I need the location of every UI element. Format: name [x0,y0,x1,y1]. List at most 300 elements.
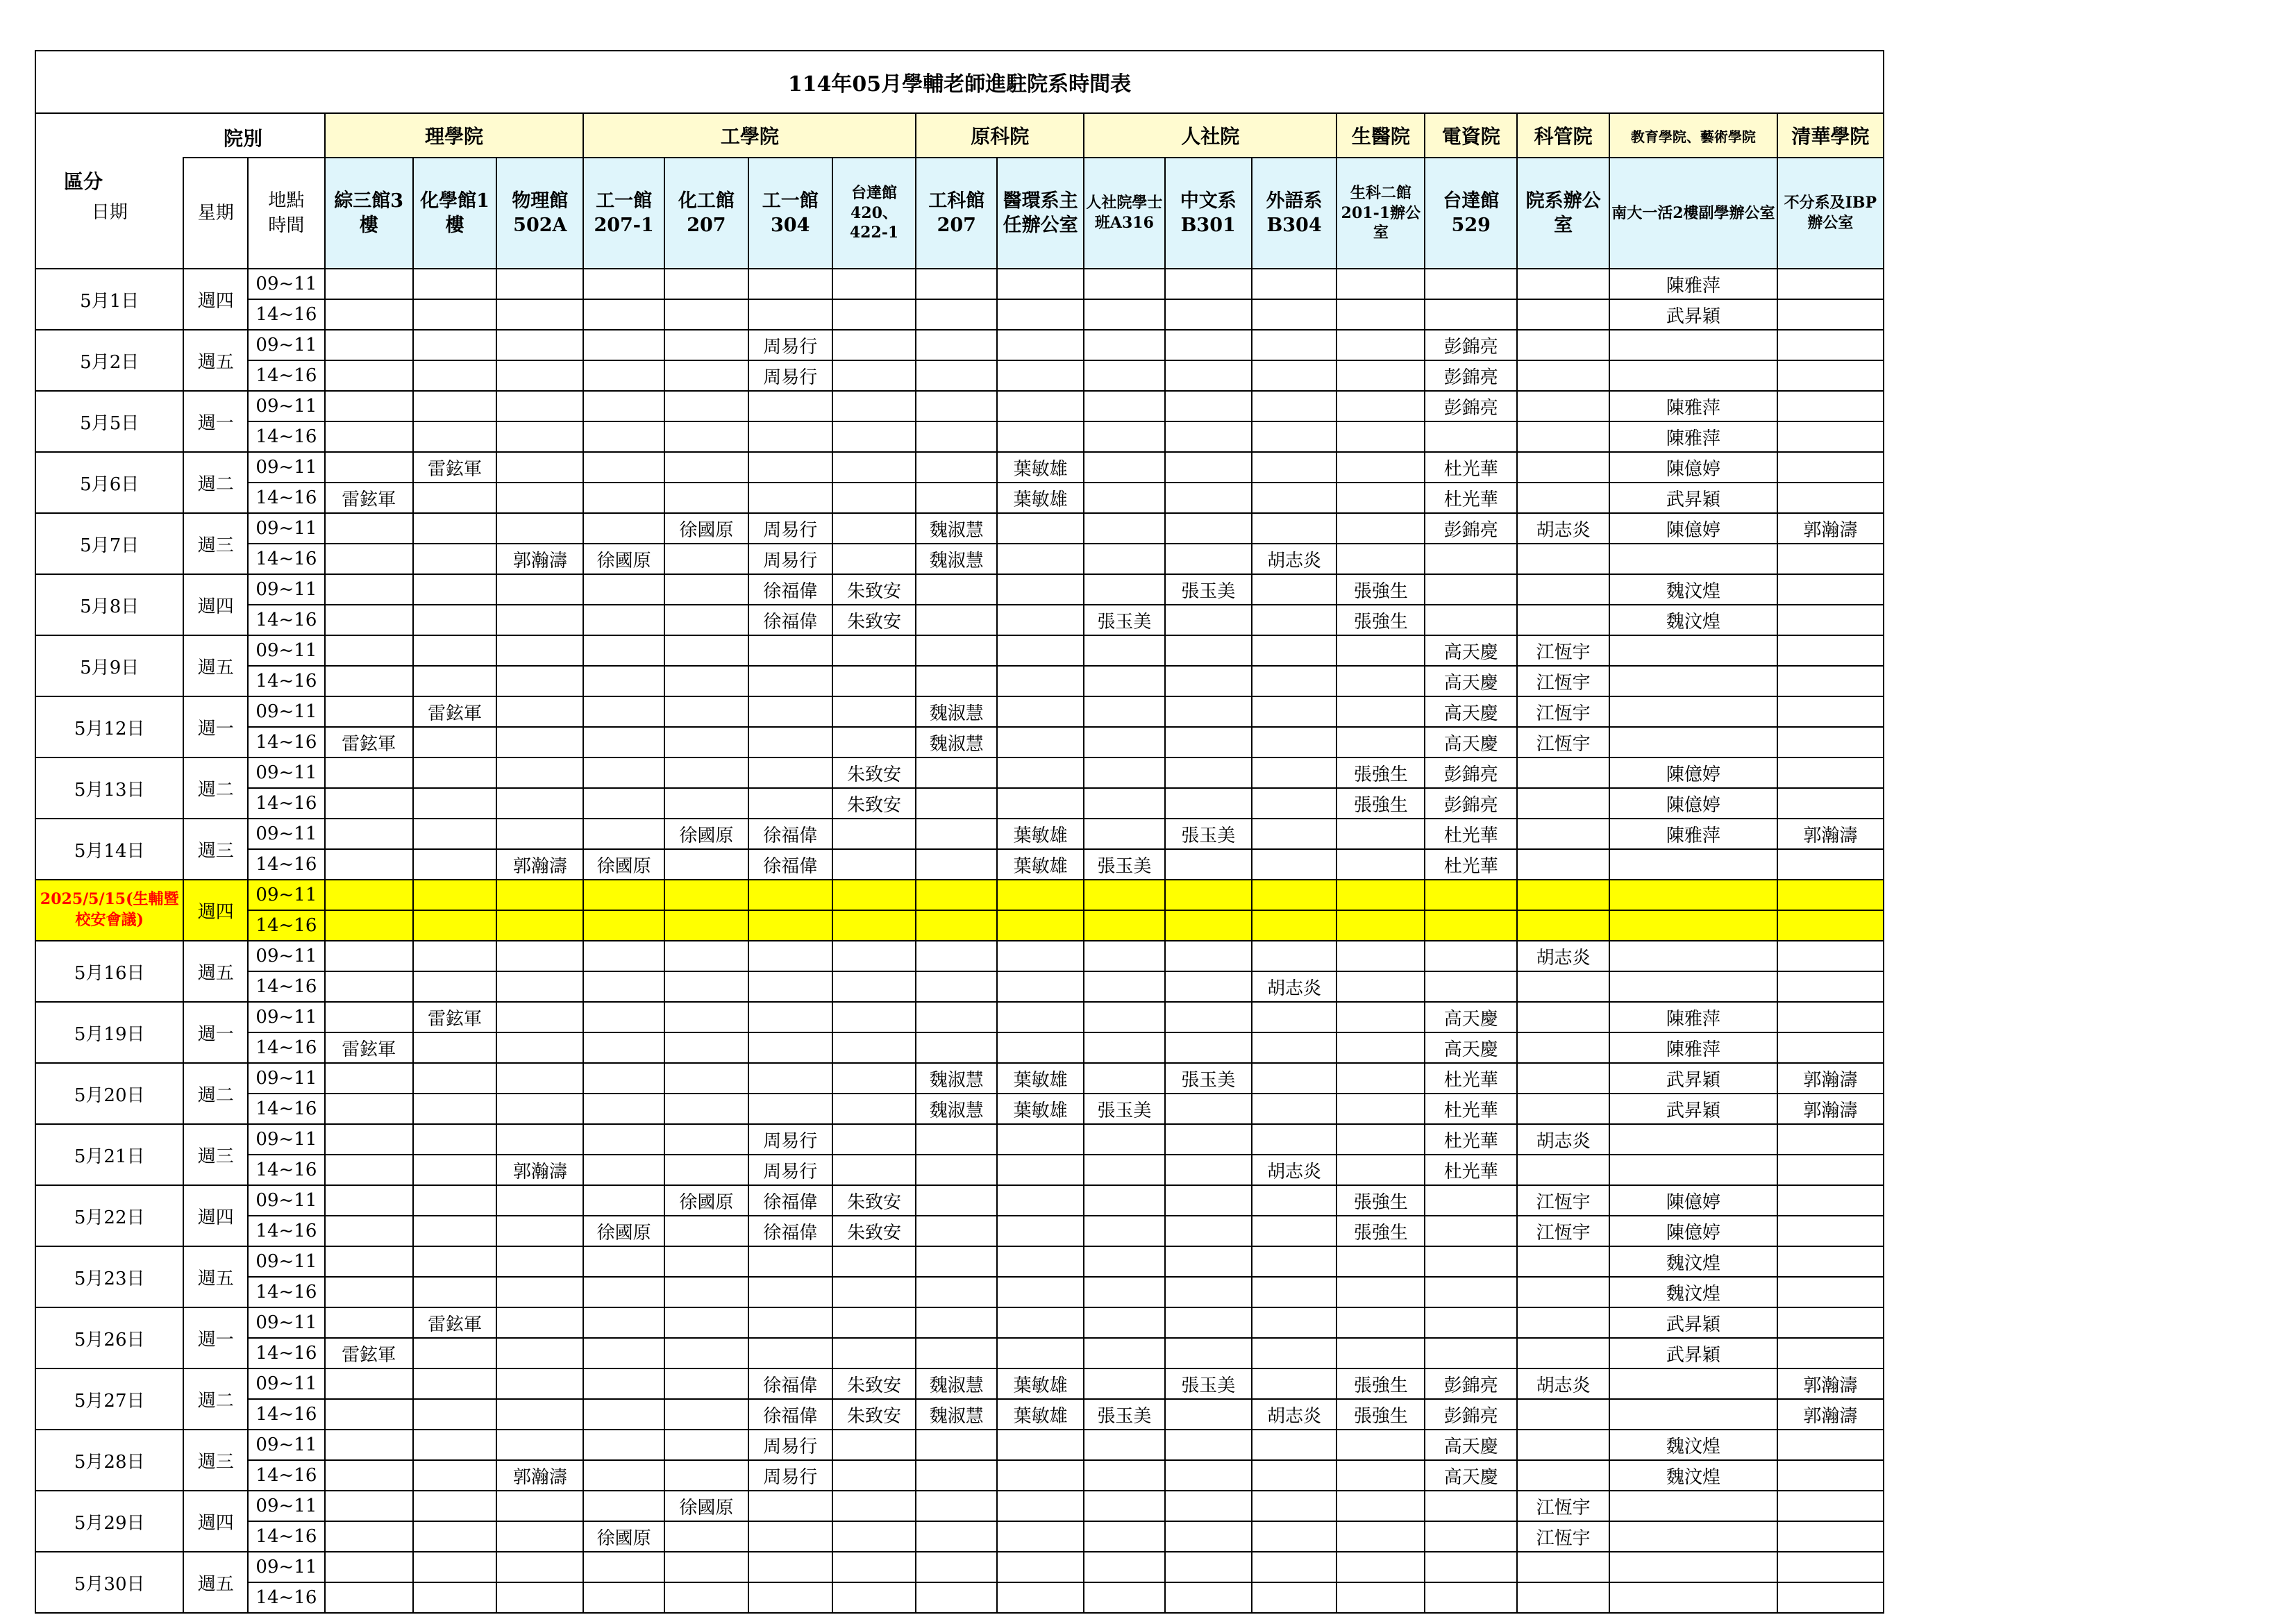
weekday-cell: 週五 [183,330,248,391]
assignment-cell [1165,1460,1252,1491]
assignment-cell [1609,1368,1777,1399]
assignment-cell [413,880,497,910]
assignment-cell [1609,1521,1777,1552]
assignment-cell [1425,421,1517,452]
time-slot-cell: 14~16 [248,788,325,819]
date-cell: 5月29日 [35,1491,183,1552]
assignment-cell [1425,299,1517,330]
assignment-cell [664,727,748,757]
assignment-cell [1084,1521,1165,1552]
table-row [35,1491,1884,1521]
assignment-cell [1777,696,1884,727]
assignment-cell: 陳億婷 [1609,788,1777,819]
assignment-cell [997,971,1084,1002]
assignment-cell: 張強生 [1336,757,1425,788]
assignment-cell: 雷鉉軍 [413,1002,497,1032]
assignment-cell: 魏淑慧 [916,1094,997,1124]
location-header: 不分系及IBP辦公室 [1777,158,1884,269]
college-header: 生醫院 [1336,113,1425,158]
date-cell: 5月7日 [35,513,183,574]
assignment-cell [496,1307,583,1338]
assignment-cell: 胡志炎 [1517,1124,1609,1155]
assignment-cell [832,1307,916,1338]
assignment-cell [664,1460,748,1491]
assignment-cell [916,605,997,635]
assignment-cell: 周易行 [748,1460,832,1491]
assignment-cell [1252,1216,1337,1246]
table-row [35,483,1884,513]
assignment-cell [832,452,916,483]
assignment-cell [1084,1185,1165,1216]
assignment-cell [1252,1032,1337,1063]
weekday-cell: 週五 [183,1552,248,1613]
assignment-cell [325,1002,413,1032]
assignment-cell: 杜光華 [1425,819,1517,849]
table-row [35,1399,1884,1430]
assignment-cell [832,391,916,421]
assignment-cell: 徐國原 [664,1491,748,1521]
assignment-cell: 杜光華 [1425,483,1517,513]
time-slot-cell: 09~11 [248,1002,325,1032]
college-zone-header [35,113,325,193]
assignment-cell [496,1124,583,1155]
assignment-cell: 杜光華 [1425,1094,1517,1124]
assignment-cell [916,1460,997,1491]
assignment-cell [997,941,1084,971]
assignment-cell [748,666,832,696]
assignment-cell [325,299,413,330]
assignment-cell [583,421,664,452]
assignment-cell [1425,1552,1517,1582]
assignment-cell [583,1460,664,1491]
assignment-cell [997,880,1084,910]
assignment-cell [664,391,748,421]
table-row [35,1185,1884,1216]
assignment-cell [583,1307,664,1338]
assignment-cell [1777,1155,1884,1185]
assignment-cell [1252,1277,1337,1307]
assignment-cell: 朱致安 [832,1185,916,1216]
assignment-cell: 郭瀚濤 [1777,1063,1884,1094]
location-header: 化學館1樓 [413,158,497,269]
assignment-cell [325,757,413,788]
assignment-cell [325,574,413,605]
assignment-cell [832,819,916,849]
assignment-cell [1165,757,1252,788]
weekday-cell: 週四 [183,1185,248,1246]
assignment-cell [325,330,413,360]
location-header: 工科館207 [916,158,997,269]
assignment-cell [916,421,997,452]
date-cell: 5月8日 [35,574,183,635]
assignment-cell [1165,513,1252,544]
time-slot-cell: 14~16 [248,483,325,513]
assignment-cell [1084,1246,1165,1277]
assignment-cell [997,1246,1084,1277]
assignment-cell: 彭錦亮 [1425,757,1517,788]
assignment-cell [1165,1399,1252,1430]
assignment-cell [496,788,583,819]
assignment-cell [997,1155,1084,1185]
assignment-cell [1425,1521,1517,1552]
assignment-cell [496,910,583,941]
assignment-cell [832,1491,916,1521]
time-slot-cell: 14~16 [248,1094,325,1124]
assignment-cell [583,299,664,330]
assignment-cell [1777,1491,1884,1521]
assignment-cell [325,666,413,696]
assignment-cell [748,1491,832,1521]
assignment-cell [496,1430,583,1460]
assignment-cell [1336,513,1425,544]
assignment-cell [583,880,664,910]
assignment-cell [997,269,1084,299]
assignment-cell [1084,1338,1165,1368]
assignment-cell [997,696,1084,727]
weekday-cell: 週一 [183,696,248,757]
assignment-cell [1336,666,1425,696]
assignment-cell: 朱致安 [832,1399,916,1430]
assignment-cell [1517,452,1609,483]
assignment-cell [413,941,497,971]
assignment-cell [325,1399,413,1430]
assignment-cell [1252,635,1337,666]
assignment-cell [413,1460,497,1491]
assignment-cell [583,1430,664,1460]
assignment-cell [1517,1002,1609,1032]
assignment-cell [664,757,748,788]
assignment-cell [1252,941,1337,971]
assignment-cell: 徐國原 [583,1216,664,1246]
assignment-cell: 徐國原 [583,1521,664,1552]
assignment-cell [916,1338,997,1368]
table-row [35,421,1884,452]
assignment-cell: 張玉美 [1084,1399,1165,1430]
time-slot-cell: 14~16 [248,1460,325,1491]
assignment-cell [1777,330,1884,360]
assignment-cell [1517,1307,1609,1338]
assignment-cell [748,1582,832,1613]
assignment-cell [916,849,997,880]
assignment-cell [1252,1002,1337,1032]
assignment-cell [325,605,413,635]
assignment-cell: 彭錦亮 [1425,788,1517,819]
assignment-cell [664,1155,748,1185]
assignment-cell [1165,788,1252,819]
table-row [35,1552,1884,1582]
time-slot-cell: 14~16 [248,1216,325,1246]
assignment-cell [1165,391,1252,421]
assignment-cell: 張強生 [1336,1185,1425,1216]
assignment-cell: 張玉美 [1084,605,1165,635]
assignment-cell [997,1185,1084,1216]
assignment-cell [1252,421,1337,452]
assignment-cell [664,299,748,330]
assignment-cell [1336,727,1425,757]
table-row [35,1002,1884,1032]
assignment-cell: 武昇穎 [1609,299,1777,330]
assignment-cell [413,483,497,513]
assignment-cell [1252,727,1337,757]
location-header: 院系辦公室 [1517,158,1609,269]
assignment-cell [1425,1277,1517,1307]
assignment-cell [583,1338,664,1368]
assignment-cell [664,910,748,941]
assignment-cell: 張玉美 [1165,819,1252,849]
assignment-cell: 胡志炎 [1517,513,1609,544]
assignment-cell: 高天慶 [1425,1032,1517,1063]
date-cell: 5月28日 [35,1430,183,1491]
assignment-cell: 郭瀚濤 [1777,819,1884,849]
assignment-cell [916,1002,997,1032]
assignment-cell [1165,941,1252,971]
assignment-cell [583,910,664,941]
assignment-cell: 胡志炎 [1252,544,1337,574]
assignment-cell [1084,1124,1165,1155]
assignment-cell [1777,360,1884,391]
assignment-cell [916,910,997,941]
assignment-cell [997,1552,1084,1582]
college-header: 理學院 [325,113,583,158]
table-row [35,727,1884,757]
college-header: 電資院 [1425,113,1517,158]
table-row [35,544,1884,574]
college-header: 工學院 [583,113,916,158]
table-row [35,1155,1884,1185]
assignment-cell [413,330,497,360]
assignment-cell [413,1582,497,1613]
assignment-cell [325,910,413,941]
assignment-cell [1609,696,1777,727]
assignment-cell: 葉敏雄 [997,452,1084,483]
assignment-cell [1336,1521,1425,1552]
assignment-cell: 徐福偉 [748,1368,832,1399]
assignment-cell [1165,1002,1252,1032]
assignment-cell: 武昇穎 [1609,1338,1777,1368]
assignment-cell [664,544,748,574]
assignment-cell [664,1216,748,1246]
assignment-cell [748,757,832,788]
assignment-cell [664,666,748,696]
time-slot-cell: 09~11 [248,880,325,910]
assignment-cell [664,1277,748,1307]
assignment-cell [496,269,583,299]
assignment-cell [748,1307,832,1338]
assignment-cell [583,605,664,635]
assignment-cell [1777,849,1884,880]
table-row [35,1094,1884,1124]
assignment-cell [748,299,832,330]
time-slot-cell: 14~16 [248,299,325,330]
assignment-cell [832,666,916,696]
assignment-cell [1609,971,1777,1002]
assignment-cell [1252,1185,1337,1216]
assignment-cell [664,605,748,635]
assignment-cell [748,1094,832,1124]
assignment-cell [997,330,1084,360]
assignment-cell [1084,880,1165,910]
assignment-cell [583,1063,664,1094]
assignment-cell: 葉敏雄 [997,849,1084,880]
assignment-cell: 葉敏雄 [997,1368,1084,1399]
time-slot-cell: 14~16 [248,1032,325,1063]
assignment-cell [832,1582,916,1613]
assignment-cell: 高天慶 [1425,1002,1517,1032]
assignment-cell [496,452,583,483]
assignment-cell [325,1216,413,1246]
assignment-cell [583,941,664,971]
weekday-cell: 週二 [183,452,248,513]
table-row [35,574,1884,605]
assignment-cell: 周易行 [748,1124,832,1155]
assignment-cell [1609,1155,1777,1185]
assignment-cell [832,910,916,941]
time-slot-cell: 09~11 [248,513,325,544]
table-row [35,360,1884,391]
assignment-cell [664,1521,748,1552]
table-row [35,330,1884,360]
assignment-cell: 江恆宇 [1517,1491,1609,1521]
assignment-cell [997,1277,1084,1307]
assignment-cell [325,1491,413,1521]
assignment-cell [1609,910,1777,941]
assignment-cell: 張強生 [1336,1399,1425,1430]
assignment-cell [832,513,916,544]
assignment-cell [1084,1002,1165,1032]
assignment-cell [1252,1368,1337,1399]
table-row [35,635,1884,666]
assignment-cell: 郭瀚濤 [1777,1368,1884,1399]
page-title: 114年05月學輔老師進駐院系時間表 [35,51,1884,113]
assignment-cell: 徐福偉 [748,819,832,849]
assignment-cell [1252,1246,1337,1277]
assignment-cell [1165,269,1252,299]
assignment-cell [1084,788,1165,819]
assignment-cell [325,421,413,452]
assignment-cell [1517,544,1609,574]
assignment-cell [832,1155,916,1185]
assignment-cell [1609,1124,1777,1155]
assignment-cell [413,544,497,574]
assignment-cell [583,513,664,544]
assignment-cell [413,513,497,544]
assignment-cell [1252,880,1337,910]
assignment-cell [1165,971,1252,1002]
table-row [35,788,1884,819]
assignment-cell [1517,605,1609,635]
time-slot-cell: 14~16 [248,727,325,757]
assignment-cell: 魏淑慧 [916,513,997,544]
assignment-cell: 郭瀚濤 [1777,1399,1884,1430]
assignment-cell: 江恆宇 [1517,635,1609,666]
assignment-cell [1425,971,1517,1002]
assignment-cell [748,1338,832,1368]
assignment-cell: 朱致安 [832,605,916,635]
assignment-cell [1425,1491,1517,1521]
weekday-cell: 週五 [183,635,248,696]
assignment-cell [1084,666,1165,696]
assignment-cell [1165,1552,1252,1582]
weekday-cell: 週三 [183,513,248,574]
time-slot-cell: 14~16 [248,666,325,696]
assignment-cell [496,666,583,696]
assignment-cell [1084,421,1165,452]
assignment-cell [664,1094,748,1124]
assignment-cell [496,1246,583,1277]
assignment-cell: 雷鉉軍 [325,483,413,513]
time-slot-cell: 09~11 [248,1368,325,1399]
assignment-cell [664,1002,748,1032]
table-row [35,1521,1884,1552]
assignment-cell [664,696,748,727]
weekday-cell: 週三 [183,1430,248,1491]
assignment-cell [413,421,497,452]
assignment-cell: 張強生 [1336,1368,1425,1399]
assignment-cell: 江恆宇 [1517,696,1609,727]
assignment-cell [664,1246,748,1277]
assignment-cell [832,360,916,391]
assignment-cell: 魏汶煌 [1609,1246,1777,1277]
assignment-cell: 江恆宇 [1517,1185,1609,1216]
assignment-cell [832,299,916,330]
assignment-cell [832,635,916,666]
assignment-cell [325,1521,413,1552]
assignment-cell [1777,421,1884,452]
assignment-cell: 武昇穎 [1609,483,1777,513]
date-cell: 5月19日 [35,1002,183,1063]
assignment-cell [664,1399,748,1430]
assignment-cell [1165,299,1252,330]
assignment-cell [1252,910,1337,941]
assignment-cell: 雷鉉軍 [413,696,497,727]
assignment-cell: 張強生 [1336,605,1425,635]
assignment-cell [496,1582,583,1613]
assignment-cell [1517,1460,1609,1491]
assignment-cell [583,635,664,666]
assignment-cell [413,971,497,1002]
assignment-cell [916,1430,997,1460]
assignment-cell [832,544,916,574]
assignment-cell [1777,1185,1884,1216]
assignment-cell [325,1277,413,1307]
weekday-cell: 週五 [183,1246,248,1307]
assignment-cell [1165,1185,1252,1216]
weekday-cell: 週四 [183,1491,248,1552]
table-row [35,941,1884,971]
assignment-cell [1609,544,1777,574]
assignment-cell [916,971,997,1002]
assignment-cell: 彭錦亮 [1425,391,1517,421]
assignment-cell [496,696,583,727]
assignment-cell [1165,635,1252,666]
assignment-cell: 周易行 [748,360,832,391]
assignment-cell [1084,1155,1165,1185]
assignment-cell [1336,1063,1425,1094]
assignment-cell [1609,666,1777,696]
assignment-cell [496,1277,583,1307]
assignment-cell [583,727,664,757]
assignment-cell [413,849,497,880]
assignment-cell [583,1002,664,1032]
assignment-cell [832,971,916,1002]
assignment-cell [832,1521,916,1552]
assignment-cell [748,1032,832,1063]
table-row [35,452,1884,483]
assignment-cell [583,574,664,605]
assignment-cell: 葉敏雄 [997,1399,1084,1430]
assignment-cell [916,1307,997,1338]
assignment-cell [1084,391,1165,421]
